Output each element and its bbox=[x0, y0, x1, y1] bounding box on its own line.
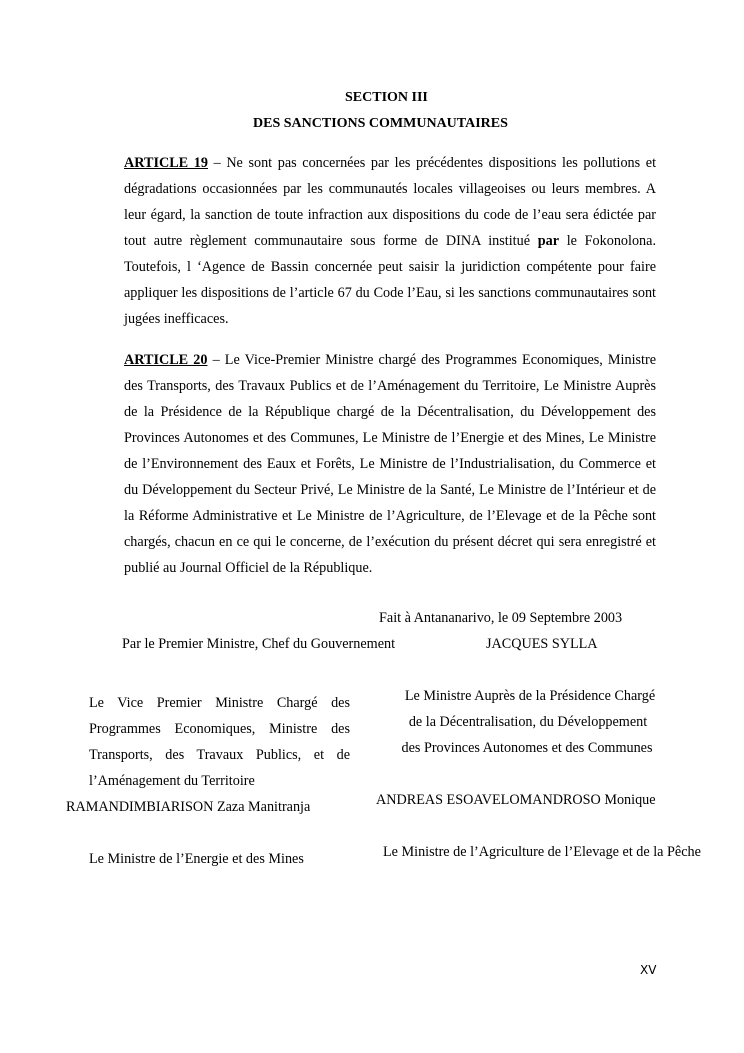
article-19-dash: – bbox=[207, 155, 227, 171]
article-19-bold-word: par bbox=[537, 233, 559, 249]
minister-right-2-title: Le Ministre de l’Agriculture de l’Elevage et de la Pêche bbox=[383, 844, 701, 860]
section-title: SECTION III bbox=[345, 90, 428, 105]
page-number: XV bbox=[640, 963, 657, 977]
article-20-label: ARTICLE 20 bbox=[124, 352, 208, 368]
article-19-label: ARTICLE 19 bbox=[124, 155, 208, 171]
minister-left-2-title: Le Ministre de l’Energie et des Mines bbox=[89, 851, 304, 867]
place-date: Fait à Antananarivo, le 09 Septembre 2003 bbox=[379, 610, 623, 626]
minister-left-1-name: RAMANDIMBIARISON Zaza Manitranja bbox=[66, 799, 311, 815]
article-20 bbox=[124, 347, 656, 581]
minister-right-1-line2: de la Décentralisation, du Développement bbox=[408, 714, 648, 730]
article-20-text: – Le Vice-Premier Ministre chargé des Programmes Economiques, Ministre des Transports, des Travaux Publics et de l’Aménagement du Territoire, Le Ministre Auprès de la Présidence de la République chargé de la Décentralisation, du Développement des Provinces Autonomes et des Communes, Le Ministre de l’Energie et des Mines, Le Ministre de l’Environnement des Eaux et Forêts, Le Ministre de l’Industrialisation, du Commerce et du Développement du Secteur Privé, Le Ministre de la Santé, Le Ministre de l’Intérieur et de la Réforme Administrative et Le Ministre de l’Agriculture, de l’Elevage et de la Pêche sont chargés, chacun en ce qui le concerne, de l’exécution du présent décret qui sera enregistré et publié au Journal Officiel de la République. bbox=[124, 352, 657, 576]
minister-left-1-title: Le Vice Premier Ministre Chargé des Programmes Economiques, Ministre des Transports, des Travaux Publics, et de l’Aménagement du Territoire bbox=[89, 695, 350, 789]
section-subtitle: DES SANCTIONS COMMUNAUTAIRES bbox=[253, 116, 508, 131]
article-19-text-b: le Fokonolona. Toutefois, l ‘Agence de Bassin concernée peut saisir la juridiction compétente pour faire appliquer les dispositions de l’article 67 du Code l’Eau, si les sanctions communautaires sont jugées inefficaces. bbox=[124, 233, 656, 327]
minister-right-1-line3: des Provinces Autonomes et des Communes bbox=[401, 740, 653, 756]
pm-name: JACQUES SYLLA bbox=[486, 636, 598, 652]
article-19 bbox=[124, 150, 656, 332]
pm-label: Par le Premier Ministre, Chef du Gouvernement bbox=[122, 636, 396, 652]
minister-right-1-line1: Le Ministre Auprès de la Présidence Chargé bbox=[404, 688, 656, 704]
article-19-text-a: Ne sont pas concernées par les précédentes dispositions les pollutions et dégradations occasionnées par les communautés locales villageoises ou leurs membres. A leur égard, la sanction de toute infraction aux dispositions du code de l’eau sera édictée par tout autre règlement communautaire sous forme de DINA institué bbox=[124, 155, 657, 249]
minister-right-1-name: ANDREAS ESOAVELOMANDROSO Monique bbox=[376, 792, 656, 808]
